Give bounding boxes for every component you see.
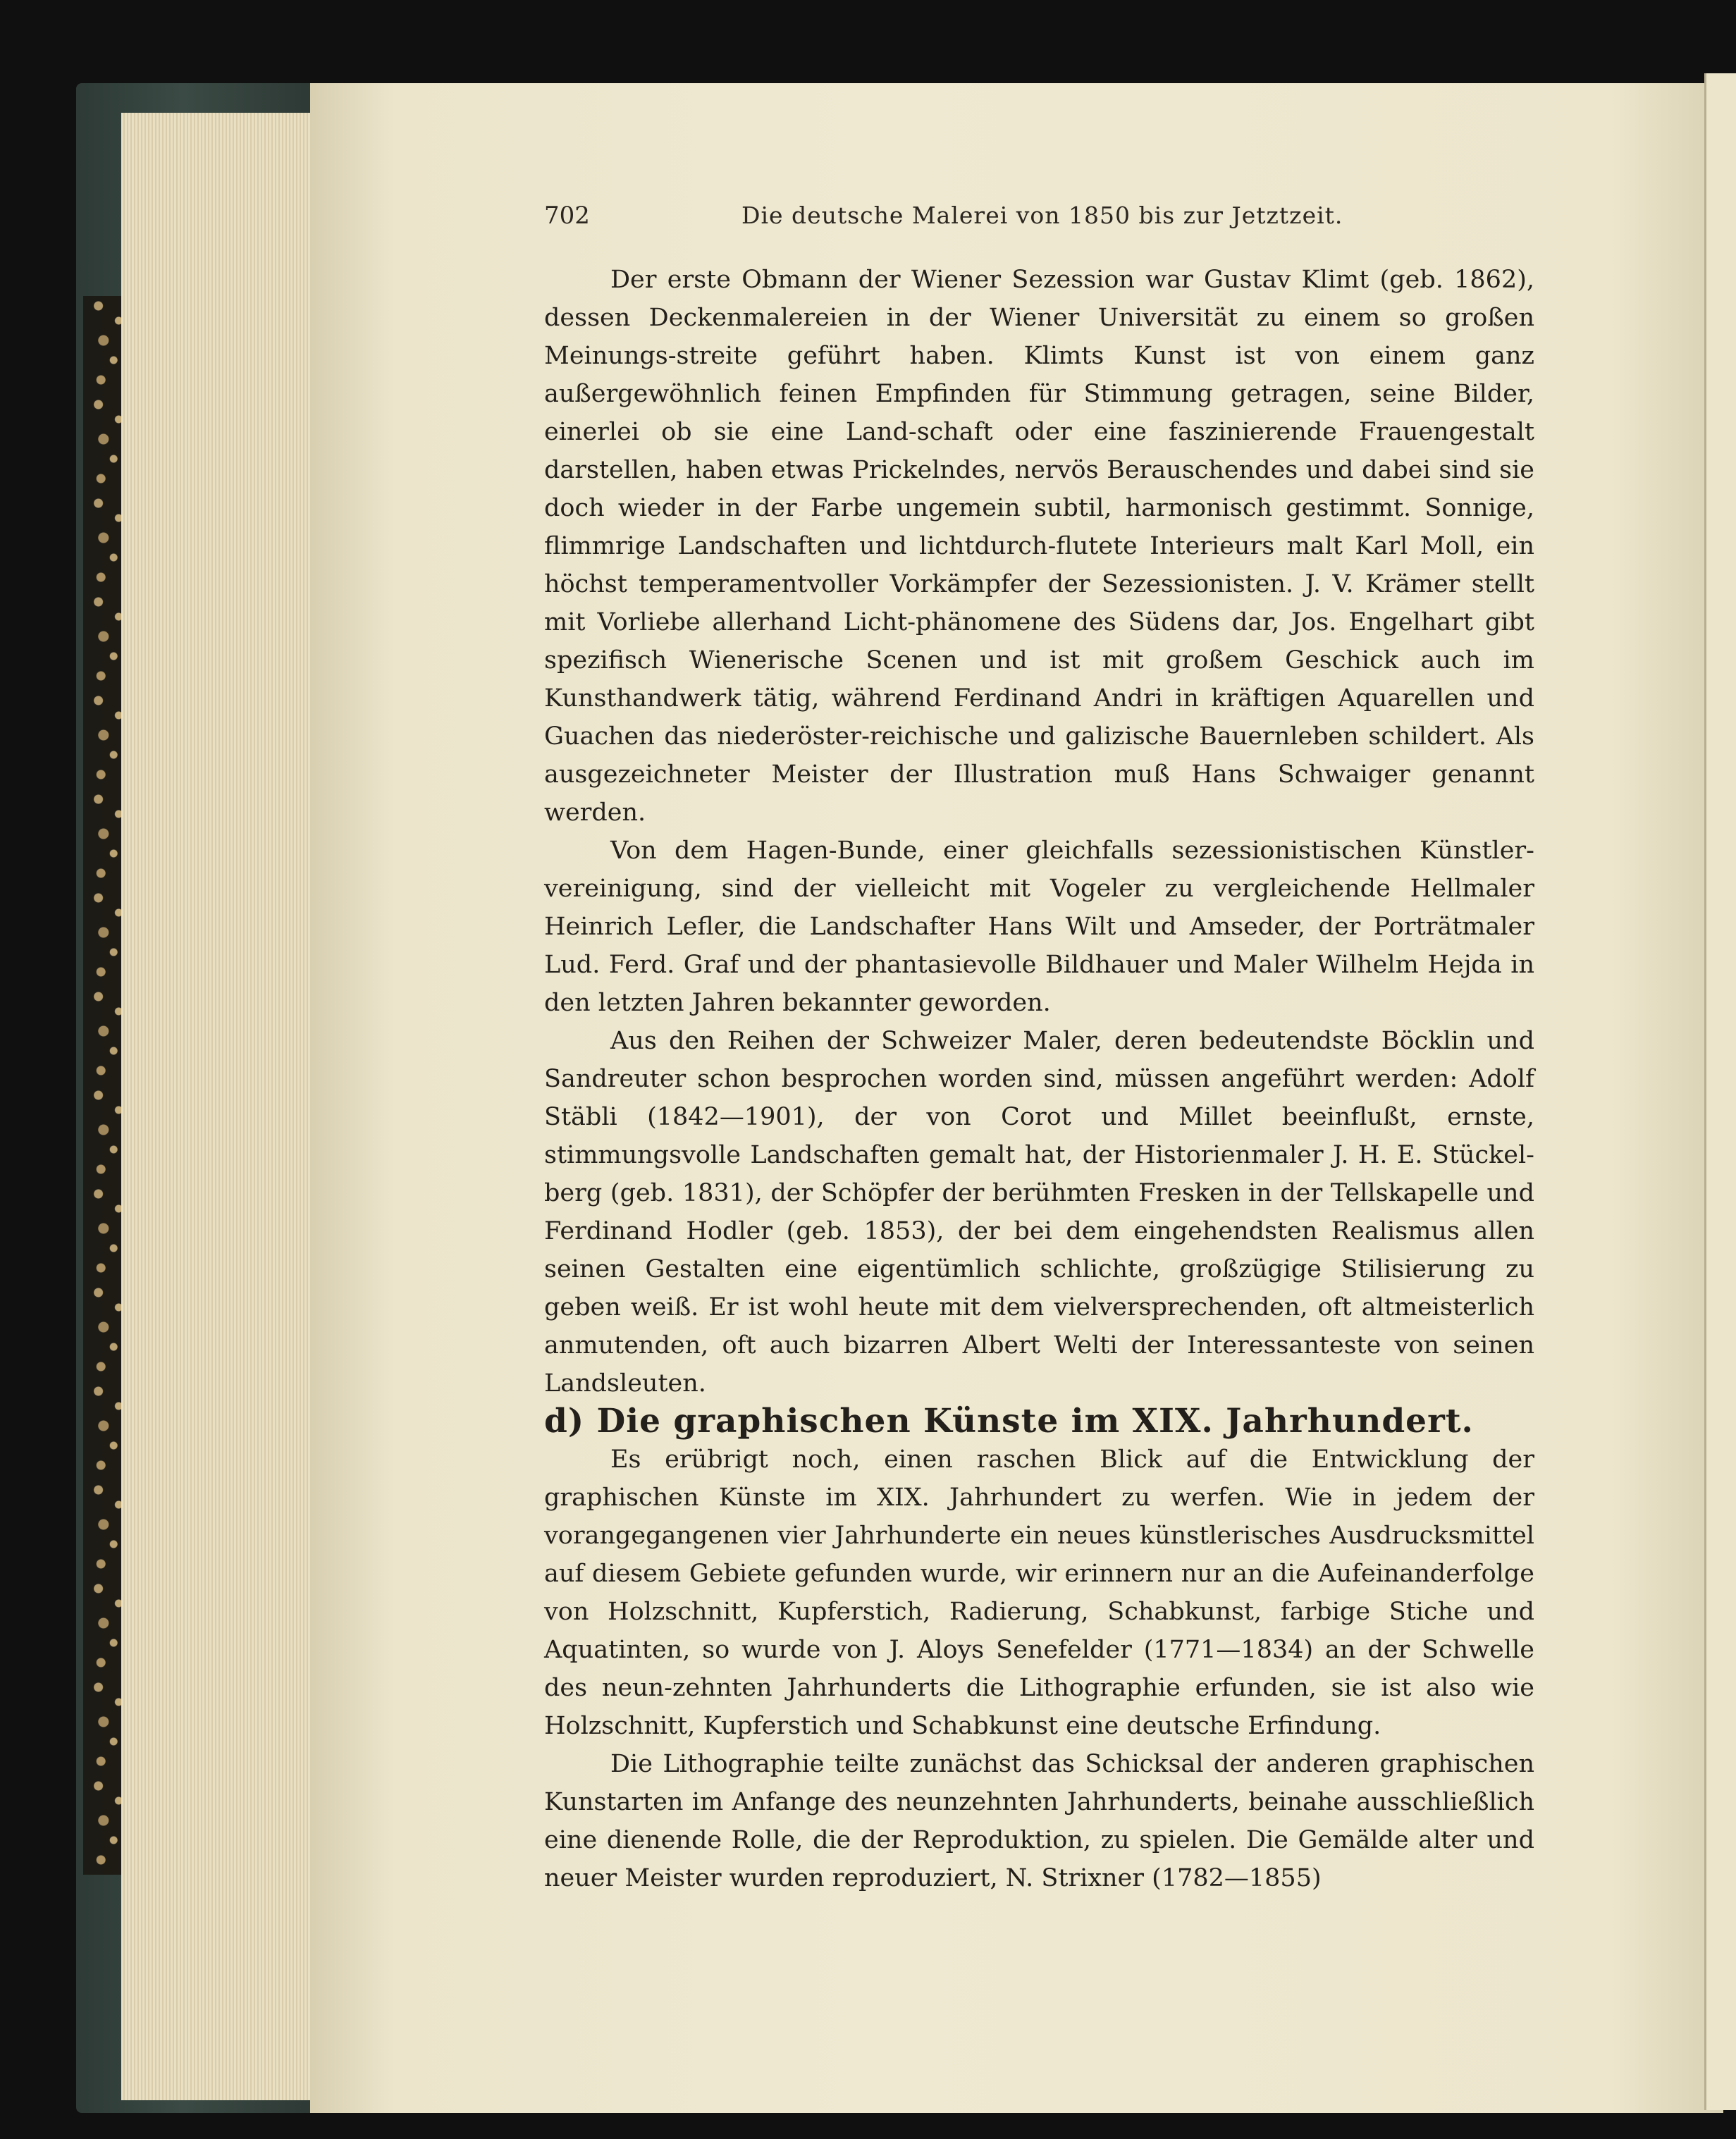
body-text <box>544 261 1534 1897</box>
section-heading: d) Die graphischen Künste im XIX. Jahrhundert. <box>544 1402 1474 1441</box>
page-number: 702 <box>544 202 590 230</box>
paragraph-graphische-kuenste: Es erübrigt noch, einen raschen Blick auf die Entwicklung der graphischen Künste im XIX. Jahrhundert zu werfen. Wie in jedem der vorangegangenen vier Jahrhunderte ein neues künstlerisches Ausdrucksmittel auf diesem Gebiete gefunden wurde, wir erinnern nur an die Aufeinanderfolge von Holzschnitt, Kupferstich, Radierung, Schabkunst, farbige Stiche und Aquatinten, so wurde von J. Aloys Senefelder (1771—1834) an der Schwelle des neun-zehnten Jahrhunderts die Lithographie erfunden, sie ist also wie Holzschnitt, Kupferstich und Schabkunst eine deutsche Erfindung. <box>544 1445 1534 1740</box>
running-head <box>544 202 1534 233</box>
paragraph-lithographie: Die Lithographie teilte zunächst das Schicksal der anderen graphischen Kunstarten im Anfange des neunzehnten Jahrhunderts, beinahe ausschließlich eine dienende Rolle, die der Reproduktion, zu spielen. Die Gemälde alter und neuer Meister wurden reproduziert, N. Strixner (1782—1855) <box>544 1750 1534 1892</box>
paragraph-hagenbund: Von dem Hagen-Bunde, einer gleichfalls sezessionistischen Künstler-vereinigung, sind der vielleicht mit Vogeler zu vergleichende Hellmaler Heinrich Lefler, die Landschafter Hans Wilt und Amseder, der Porträtmaler Lud. Ferd. Graf und der phantasievolle Bildhauer und Maler Wilhelm Hejda in den letzten Jahren bekannter geworden. <box>544 837 1534 1017</box>
running-head-title: Die deutsche Malerei von 1850 bis zur Jetztzeit. <box>741 202 1343 229</box>
paragraph-sezession: Der erste Obmann der Wiener Sezession war Gustav Klimt (geb. 1862), dessen Deckenmalereien in der Wiener Universität zu einem so großen Meinungs-streite geführt haben. Klimts Kunst ist von einem ganz außergewöhnlich feinen Empfinden für Stimmung getragen, seine Bilder, einerlei ob sie eine Land-schaft oder eine faszinierende Frauengestalt darstellen, haben etwas Prickelndes, nervös Berauschendes und dabei sind sie doch wieder in der Farbe ungemein subtil, harmonisch gestimmt. Sonnige, flimmrige Landschaften und lichtdurch-flutete Interieurs malt Karl Moll, ein höchst temperamentvoller Vorkämpfer der Sezessionisten. J. V. Krämer stellt mit Vorliebe allerhand Licht-phänomene des Südens dar, Jos. Engelhart gibt spezifisch Wienerische Scenen und ist mit großem Geschick auch im Kunsthandwerk tätig, während Ferdinand Andri in kräftigen Aquarellen und Guachen das niederöster-reichische und galizische Bauernleben schildert. Als ausgezeichneter Meister der Illustration muß Hans Schwaiger genannt werden. <box>544 266 1534 827</box>
page-stack-edge <box>121 113 333 2100</box>
paragraph-schweizer-maler: Aus den Reihen der Schweizer Maler, deren bedeutendste Böcklin und Sandreuter schon besprochen worden sind, müssen angeführt werden: Adolf Stäbli (1842—1901), der von Corot und Millet beeinflußt, ernste, stimmungsvolle Landschaften gemalt hat, der Historienmaler J. H. E. Stückel-berg (geb. 1831), der Schöpfer der berühmten Fresken in der Tellskapelle und Ferdinand Hodler (geb. 1853), der bei dem eingehendsten Realismus allen seinen Gestalten eine eigentümlich schlichte, großzügige Stilisierung zu geben weiß. Er ist wohl heute mit dem vielversprechenden, oft altmeisterlich anmutenden, oft auch bizarren Albert Welti der Interessanteste von seinen Landsleuten. <box>544 1027 1534 1398</box>
facing-page-edge <box>1704 73 1736 2110</box>
